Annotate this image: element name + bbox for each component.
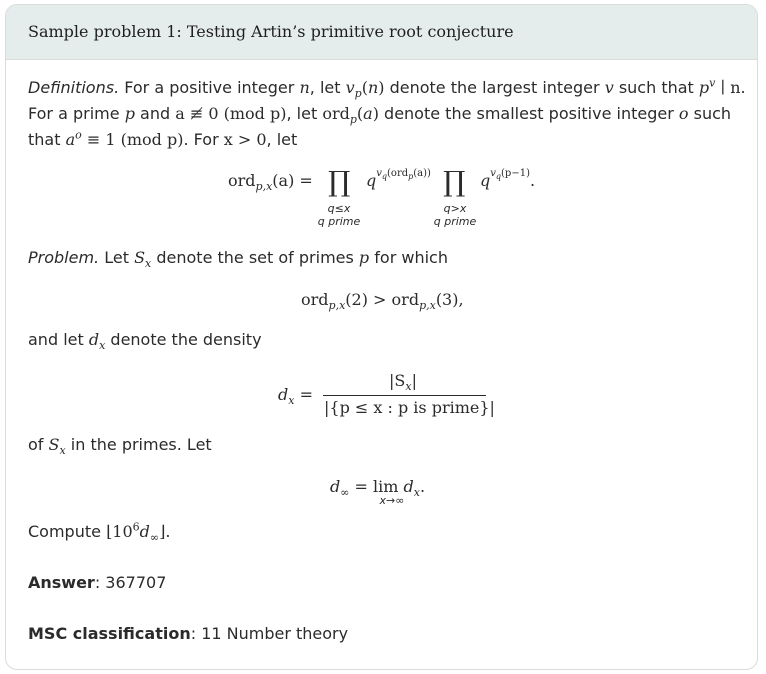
math-ord: ord	[391, 290, 420, 309]
math-sub: q	[381, 171, 388, 181]
text: of	[28, 435, 44, 454]
text: denote the density	[110, 330, 262, 349]
text: For a positive integer	[124, 78, 295, 97]
math-sub: ∞	[149, 531, 160, 545]
math-sub: q	[495, 171, 502, 181]
problem-card	[5, 4, 758, 670]
text: . For	[183, 130, 219, 149]
formula-density-denominator: |{p ≤ x : p is prime}|	[324, 398, 495, 417]
math-sx	[48, 435, 66, 458]
math-x-positive: x > 0	[223, 130, 267, 149]
definitions-line-1	[28, 76, 746, 101]
fraction-bar	[323, 395, 486, 396]
density-intro-line	[28, 330, 262, 353]
math-numerator: |S	[389, 371, 406, 390]
math-v: v	[376, 167, 382, 179]
text: denote the largest integer	[389, 78, 600, 97]
card-title: Sample problem 1: Testing Artin’s primitive root conjecture	[28, 22, 514, 41]
text: that	[28, 130, 61, 149]
math-sub: x	[405, 380, 412, 394]
answer-line	[28, 573, 166, 593]
formula-density-lhs	[278, 385, 313, 408]
formula1-lhs	[228, 171, 313, 194]
math-expr: ⌊10	[106, 522, 133, 541]
definitions-line-3	[28, 130, 297, 150]
math-ordpa: ord$_p$(a)	[322, 104, 379, 127]
problem-label: Problem.	[28, 248, 100, 267]
math-eq: =	[354, 477, 368, 496]
math-v: v	[345, 78, 355, 97]
text: denote the set of primes	[156, 248, 354, 267]
math-exp: 6	[132, 520, 140, 534]
math-sx	[134, 248, 152, 271]
math-v: v	[490, 167, 496, 179]
text: such that	[618, 78, 694, 97]
math-d: d	[139, 522, 150, 541]
math-sub: x	[413, 486, 420, 500]
text: Let	[104, 248, 129, 267]
product-2-term	[480, 167, 536, 190]
text: denote the smallest positive integer	[384, 104, 674, 123]
math-divides: ∣ n.	[720, 78, 746, 97]
math-condition: a ≢ 0 (mod p)	[175, 104, 287, 123]
text: for which	[374, 248, 448, 267]
text: , let	[309, 78, 341, 97]
math-sub: p,x	[328, 299, 346, 313]
math-ao: $a^o$	[65, 128, 82, 149]
problem-line	[28, 248, 448, 271]
math-d: d	[403, 477, 414, 496]
math-d: d	[278, 385, 289, 404]
math-arg: (p−1)	[501, 167, 530, 179]
math-end: ⌋.	[159, 522, 171, 541]
answer-value: : 367707	[94, 573, 167, 592]
product-symbol-1: ∏	[328, 165, 351, 198]
compute-label: Compute	[28, 522, 101, 541]
text: , let	[266, 130, 298, 149]
math-sub: x	[99, 339, 106, 353]
formula-inequality	[301, 290, 464, 313]
compute-line	[28, 520, 171, 545]
math-p: p	[358, 248, 370, 267]
product-2-lower-2: q prime	[433, 215, 477, 228]
product-symbol-2: ∏	[443, 165, 466, 198]
definitions-line-2	[28, 104, 732, 127]
math-congruence: ≡ 1 (mod p)	[86, 130, 184, 149]
math-arg: (3),	[435, 290, 464, 309]
product-2-lower-1: q>x	[443, 202, 467, 215]
math-d: d	[330, 477, 341, 496]
math-q: q	[480, 171, 491, 190]
math-sub: p,x	[419, 299, 436, 313]
msc-value: : 11 Number theory	[190, 624, 349, 643]
math-sub: x	[288, 394, 295, 408]
math-arg: (ord	[387, 167, 409, 179]
math-dx	[88, 330, 106, 353]
math-v: v	[604, 78, 614, 97]
product-1-term	[366, 167, 431, 190]
definitions-label: Definitions.	[28, 78, 120, 97]
math-S: S	[134, 248, 146, 267]
text: For a prime	[28, 104, 120, 123]
text: and	[140, 104, 171, 123]
math-d: d	[88, 330, 100, 349]
text: in the primes. Let	[70, 435, 212, 454]
math-vpn: $v_p(n)$	[345, 78, 385, 101]
math-numerator-end: |	[411, 371, 417, 390]
math-arg: (2) >	[345, 290, 387, 309]
math-p: p	[698, 78, 710, 97]
math-sub: x	[145, 257, 152, 271]
math-arg: (a))	[413, 167, 431, 179]
math-p: p	[124, 104, 135, 123]
math-q: q	[366, 171, 377, 190]
math-period: .	[419, 477, 426, 496]
limit-subscript: x→∞	[379, 494, 405, 507]
math-o: o	[678, 104, 689, 123]
text: and let	[28, 330, 84, 349]
formula-density-numerator	[389, 371, 417, 394]
product-1-lower-2: q prime	[317, 215, 361, 228]
primes-line	[28, 435, 212, 458]
math-sub: ∞	[340, 486, 350, 500]
math-S: S	[48, 435, 60, 454]
answer-label: Answer	[28, 573, 95, 592]
math-eq: =	[299, 385, 313, 404]
math-n: n	[299, 78, 310, 97]
math-lim: lim	[373, 477, 399, 496]
math-ord: ord	[228, 171, 256, 190]
math-floor	[106, 520, 171, 545]
math-period: .	[529, 171, 536, 190]
math-pv: $p^v$	[698, 76, 716, 97]
formula-ord-px	[228, 171, 313, 194]
product-1-lower-1: q≤x	[327, 202, 351, 215]
math-sub: p,x	[255, 180, 273, 194]
msc-label: MSC classification	[28, 624, 191, 643]
math-ord: ord	[322, 104, 350, 123]
card-header	[6, 5, 757, 60]
msc-line	[28, 624, 348, 644]
math-sub: x	[59, 444, 66, 458]
math-arg: (a) =	[272, 171, 313, 190]
text: such	[693, 104, 732, 123]
text: , let	[286, 104, 318, 123]
math-ord: ord	[301, 290, 329, 309]
math-sub: p	[408, 171, 414, 181]
